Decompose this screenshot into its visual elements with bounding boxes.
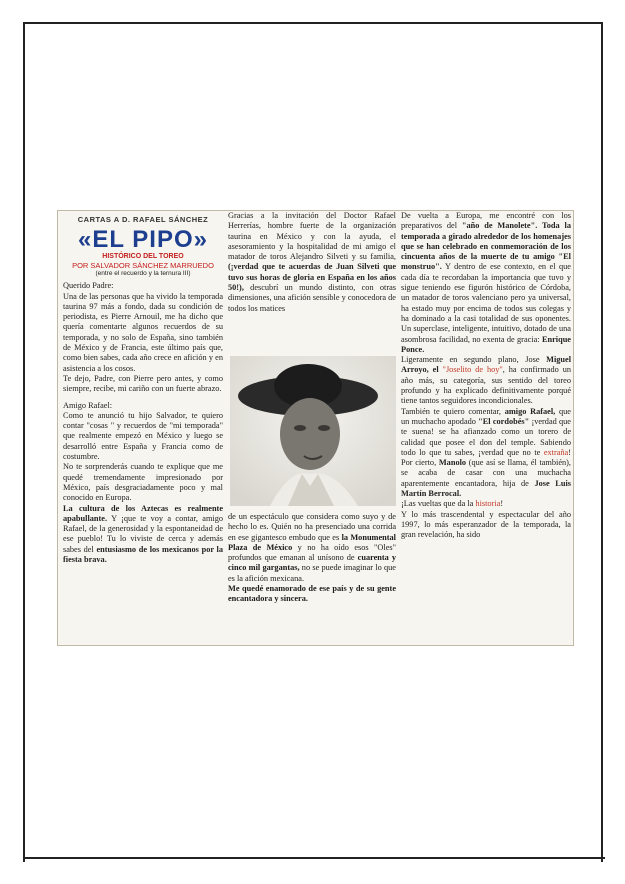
bold-text: Manolo	[438, 458, 467, 468]
paragraph	[401, 407, 571, 500]
author-line: POR SALVADOR SÁNCHEZ MARRUEDO	[72, 261, 214, 271]
paragraph: Como te anunció tu hijo Salvador, te quiero contar "cosas " y recuerdos de "mi temporada" que realmente empezó en México y luego se desarrolló entre España y Francia como de costumbre.	[63, 410, 223, 462]
bold-text: entusiasmo de los mexicanos por la fiesta brava.	[63, 544, 223, 565]
text: ! Por cierto,	[401, 447, 571, 468]
paragraph: Te dejo, Padre, con Pierre pero antes, y como siempre, recibe, mi cariño con un fuerte abrazo.	[63, 373, 223, 394]
torero-photo	[230, 356, 396, 506]
bold-text: amigo Rafael,	[504, 406, 556, 416]
text: Y ¡que te voy a contar, amigo Rafael, de la generosidad y la espontaneidad de ese pueblo! Tu lo viviste de cerca y además sabes del	[63, 513, 223, 554]
greeting: Amigo Rafael:	[63, 400, 113, 410]
paragraph	[63, 504, 223, 566]
paragraph	[228, 512, 396, 584]
subtitle: HISTÓRICO DEL TOREO	[102, 253, 184, 261]
headline: «EL PIPO»	[78, 226, 208, 254]
text: de un espectáculo que considera como suyo y de hecho lo es. Quién no ha presenciado una corrida en ese gigantesco embudo que es	[228, 512, 396, 542]
column-2	[228, 211, 396, 314]
text: no se puede imaginar lo que es la afición mexicana.	[228, 563, 396, 583]
text: ¡verdad que te suena! se ha afianzado como un torero de calidad que posee el don del temple. Sabiendo todo lo que tu sabes, ¡verdad que no te	[401, 416, 571, 457]
red-text: historia	[475, 499, 501, 509]
text: ¡Las vueltas que da la	[401, 499, 476, 509]
text: descubrí un mundo distinto, con otras dimensiones, una afición sensible y conocedora de todos los matices	[228, 283, 396, 313]
bold-text: "año de Manolete". Toda la temporada a girado alrededor de los homenajes que se han celebrado en conmemoración de los cincuenta años de la muerte de tu amigo "El monstruo".	[401, 221, 571, 272]
text: !	[500, 499, 504, 509]
text: , ha confirmado un año más, su categoría, sus sentido del toreo profundo y ha explicado definitivamente porqué tiene tantos seguidores incondicionales.	[401, 365, 571, 406]
red-text: "Joselito de hoy"	[438, 365, 503, 375]
bold-text: "El cordobés"	[478, 416, 530, 426]
series-label: CARTAS A D. RAFAEL SÁNCHEZ	[77, 215, 209, 224]
bold-text: la Monumental Plaza de México	[228, 532, 396, 552]
paragraph: Me quedé enamorado de ese país y de su gente encantadora y sincera.	[228, 584, 396, 604]
newspaper-clipping	[57, 210, 574, 646]
column-1	[63, 211, 223, 565]
greeting: Querido Padre:	[63, 281, 114, 291]
paragraph	[401, 211, 571, 355]
paragraph: No te sorprenderás cuando te explique que me quedé tremendamente impresionado por México, país desgraciadamente poco y mal conocido en Europa.	[63, 462, 223, 503]
bold-text: cuarenta y cinco mil gargantas,	[228, 553, 396, 573]
paragraph	[401, 355, 571, 406]
bold-text: Enrique Ponce.	[401, 334, 571, 354]
text: Ligeramente en segundo plano, Jose	[401, 355, 547, 365]
bold-text: Miguel Arroyo, el	[401, 355, 571, 375]
text: y no ha oído esos "Oles" profundos que emanan al unísono de	[228, 542, 396, 563]
text: (que así se llama, él también), se acaba de casar con una muchacha aparentemente encantadora, hija de	[401, 458, 572, 488]
bold-text: (¡verdad que te acuerdas de Juan Silveti que tuvo sus horas de gloria en España en los años 50!),	[228, 262, 396, 293]
paragraph: Una de las personas que ha vivido la temporada taurina 97 más a fondo, dada su condición de periodista, es Pierre Arnouil, me ha dicho que quería comentarte algunos recuerdos de su temporada, y no solo de España, sino también de México y de Francia, este último país que, como bien sabes, cada año crece en afición y en asistencia a los cosos.	[63, 291, 223, 373]
dedication: (entre el recuerdo y la ternura III)	[95, 270, 191, 278]
text: Y dentro de ese contexto, en el que cada día te recordaban la importancia que tuvo y sigue teniendo ese figurón histórico de Córdoba, un matador de toros valenciano pero ya universal, ha estado muy por encima de todos sus colegas y ha dominado a la casi totalidad de sus oponentes. Un superclase, inteligente, intuitivo, dotado de una asombrosa facilidad, no exenta de gracia:	[401, 262, 571, 344]
bold-text: Jose Luis Martín Berrocal.	[401, 478, 571, 499]
red-text: extraña	[543, 447, 569, 457]
paragraph: Y lo más trascendental y espectacular del año 1997, lo más esperanzador de la temporada, la gran revelación, ha sido	[401, 509, 571, 540]
text: De vuelta a Europa, me encontré con los preparativos del	[401, 211, 571, 231]
paragraph	[401, 499, 571, 509]
text: También te quiero comentar,	[401, 406, 505, 416]
portrait-image	[230, 356, 396, 506]
column-3	[401, 211, 571, 541]
page-border-bottom	[23, 857, 605, 859]
paragraph	[228, 211, 396, 314]
column-2-bottom	[228, 512, 396, 605]
text: Gracias a la invitación del Doctor Rafael Herrerías, hombre fuerte de la organización taurina en México y con la ayuda, el asesoramiento y la hospitalidad de mi amigo el matador de toros Alejandro Silveti y su familia,	[228, 211, 396, 262]
text: que un muchacho apodado	[401, 406, 571, 426]
bold-text: La cultura de los Aztecas es realmente apabullante.	[63, 503, 223, 523]
